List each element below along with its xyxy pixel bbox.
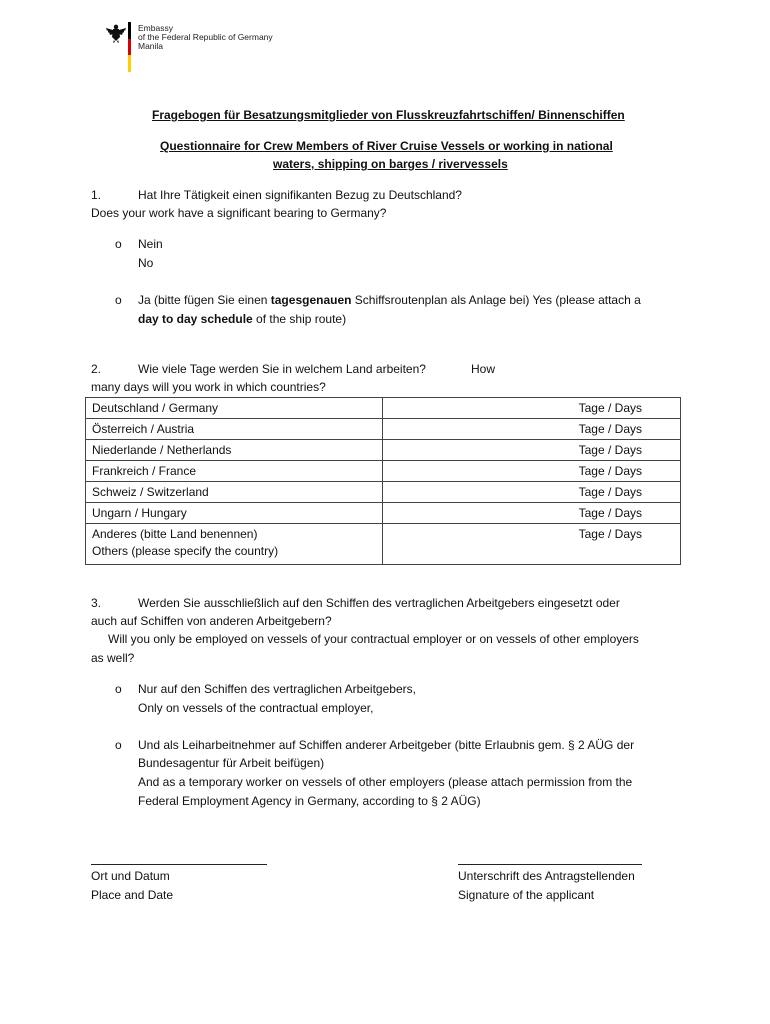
table-row-other xyxy=(86,524,681,565)
days-cell[interactable]: Tage / Days xyxy=(383,398,681,419)
days-cell[interactable]: Tage / Days xyxy=(383,503,681,524)
table-row xyxy=(86,398,681,419)
q3-option-2-checkbox[interactable]: o xyxy=(115,738,122,752)
q1-no-checkbox[interactable]: o xyxy=(115,237,122,251)
days-cell[interactable]: Tage / Days xyxy=(383,524,681,565)
embassy-line-1: Embassy xyxy=(138,23,173,33)
country-cell-other[interactable] xyxy=(86,524,383,565)
q1-yes-text-c: Schiffsroutenplan als Anlage bei) Yes (please attach a xyxy=(351,293,641,307)
days-cell[interactable]: Tage / Days xyxy=(383,461,681,482)
embassy-line-2: of the Federal Republic of Germany xyxy=(138,32,273,42)
q2-question-en-a: How xyxy=(471,362,496,376)
q3-question-de-a: Werden Sie ausschließlich auf den Schiffen des vertraglichen Arbeitgebers eingesetzt oder xyxy=(138,596,620,610)
q1-yes-text-bold: tagesgenauen xyxy=(270,293,352,307)
table-row xyxy=(86,419,681,440)
embassy-line-3: Manila xyxy=(138,41,164,51)
q1-yes-label-line-1 xyxy=(138,293,641,307)
q1-question-en: Does your work have a significant bearing to Germany? xyxy=(91,206,387,220)
q3-option-2-en-a: And as a temporary worker on vessels of other employers (please attach permission from the xyxy=(138,775,633,789)
q3-option-2-en-b: Federal Employment Agency in Germany, according to § 2 AÜG) xyxy=(138,794,481,808)
flag-stripe-black xyxy=(128,22,131,39)
q3-option-1-de: Nur auf den Schiffen des vertraglichen Arbeitgebers, xyxy=(138,682,416,696)
federal-eagle-icon xyxy=(105,22,127,44)
days-per-country-table xyxy=(85,397,681,565)
q3-question-en-a: Will you only be employed on vessels of your contractual employer or on vessels of other employers xyxy=(108,632,639,646)
days-cell[interactable]: Tage / Days xyxy=(383,482,681,503)
other-label-en: Others (please specify the country) xyxy=(92,544,279,558)
signature-line[interactable] xyxy=(458,864,642,865)
days-cell[interactable]: Tage / Days xyxy=(383,419,681,440)
place-date-label-de: Ort und Datum xyxy=(91,869,170,883)
flag-stripe-red xyxy=(128,39,131,55)
title-german: Fragebogen für Besatzungsmitglieder von Flusskreuzfahrtschiffen/ Binnenschiffen xyxy=(152,108,625,122)
country-cell: Frankreich / France xyxy=(86,461,383,482)
q1-yes-text-e: of the ship route) xyxy=(252,312,347,326)
q2-number: 2. xyxy=(91,362,102,376)
flag-stripe-gold xyxy=(128,55,131,72)
q1-question-de: Hat Ihre Tätigkeit einen signifikanten Bezug zu Deutschland? xyxy=(138,188,462,202)
country-cell: Niederlande / Netherlands xyxy=(86,440,383,461)
country-cell: Schweiz / Switzerland xyxy=(86,482,383,503)
q3-option-1-en: Only on vessels of the contractual employer, xyxy=(138,701,374,715)
signature-label-en: Signature of the applicant xyxy=(458,888,595,902)
q1-yes-label-line-2 xyxy=(138,312,346,326)
title-english-line-2: waters, shipping on barges / rivervessels xyxy=(273,157,508,171)
signature-label-de: Unterschrift des Antragstellenden xyxy=(458,869,635,883)
q1-yes-text-a: Ja (bitte fügen Sie einen xyxy=(138,293,271,307)
country-cell: Deutschland / Germany xyxy=(86,398,383,419)
q3-number: 3. xyxy=(91,596,102,610)
country-cell: Österreich / Austria xyxy=(86,419,383,440)
q1-no-label-de: Nein xyxy=(138,237,163,251)
q1-yes-checkbox[interactable]: o xyxy=(115,293,122,307)
q3-question-en-b: as well? xyxy=(91,651,135,665)
q3-question-de-b: auch auf Schiffen von anderen Arbeitgebern? xyxy=(91,614,332,628)
q1-number: 1. xyxy=(91,188,102,202)
table-row xyxy=(86,482,681,503)
table-row xyxy=(86,461,681,482)
q2-question-en-b: many days will you work in which countries? xyxy=(91,380,326,394)
q3-option-1-checkbox[interactable]: o xyxy=(115,682,122,696)
table-row xyxy=(86,503,681,524)
q3-option-2-de-a: Und als Leiharbeitnehmer auf Schiffen anderer Arbeitgeber (bitte Erlaubnis gem. § 2 AÜG der xyxy=(138,738,635,752)
q1-no-label-en: No xyxy=(138,256,154,270)
place-date-label-en: Place and Date xyxy=(91,888,174,902)
days-cell[interactable]: Tage / Days xyxy=(383,440,681,461)
table-row xyxy=(86,440,681,461)
place-date-line[interactable] xyxy=(91,864,267,865)
q1-yes-text-bold-2: day to day schedule xyxy=(138,312,253,326)
q2-question-de: Wie viele Tage werden Sie in welchem Land arbeiten? xyxy=(138,362,426,376)
country-cell: Ungarn / Hungary xyxy=(86,503,383,524)
title-english-line-1: Questionnaire for Crew Members of River Cruise Vessels or working in national xyxy=(160,139,613,153)
q3-option-2-de-b: Bundesagentur für Arbeit beifügen) xyxy=(138,756,325,770)
other-label-de: Anderes (bitte Land benennen) xyxy=(92,527,258,541)
